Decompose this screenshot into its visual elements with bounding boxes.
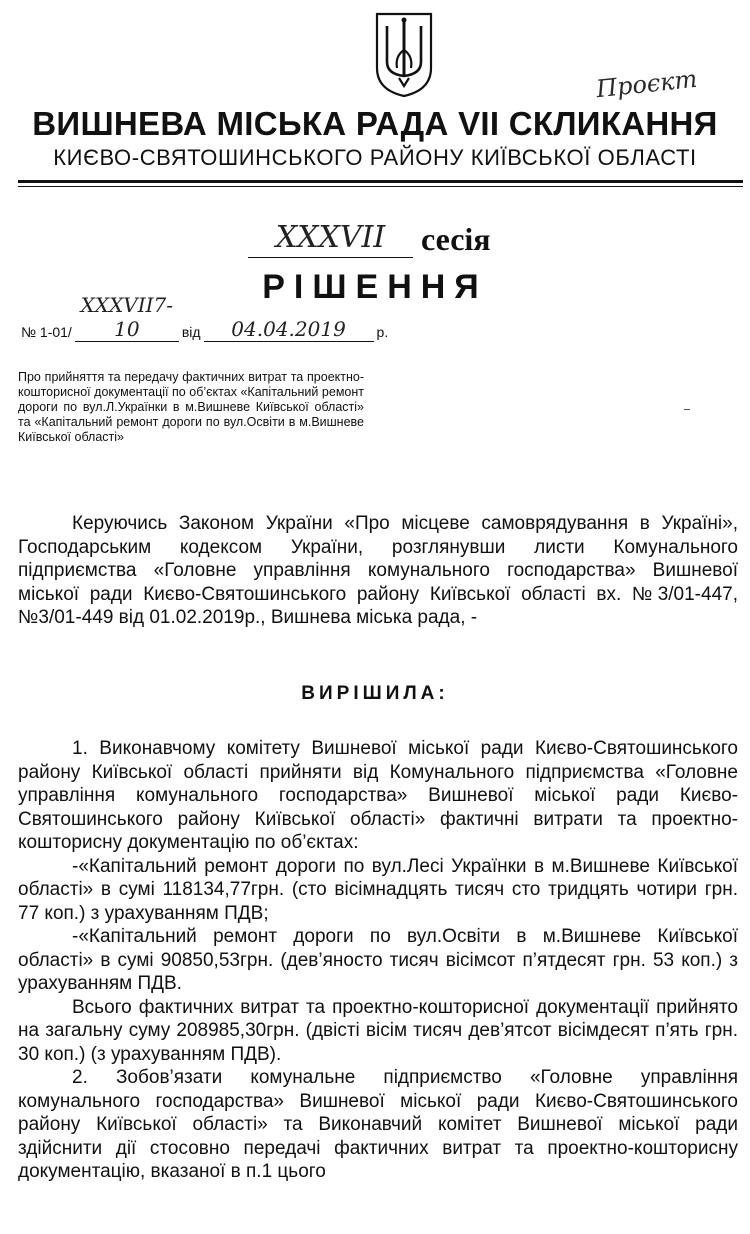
decision-subject: Про прийняття та передачу фактичних витрат та проектно-кошторисної документації по об’єктах «Капітальний ремонт дороги по вул.Л.Українки в м.Вишневе Київської області» та «Капітальний ремонт дороги по вул.Освіти в м.Вишневе Київської області» [18,370,364,444]
decision-date-prefix: від [181,324,201,340]
item-1-paragraph: 1. Виконавчому комітету Вишневої міської ради Києво-Святошинського району Київської області прийняти від Комунального підприємства «Головне управління комунального господарства» Вишневої міської ради Києво-Святошинського району Київської області» фактичні витрати та проектно-кошторисну документацію по об’єктах: [18,738,738,853]
council-title: ВИШНЕВА МІСЬКА РАДА VII СКЛИКАННЯ [32,105,718,142]
council-subtitle: КИЄВО-СВЯТОШИНСЬКОГО РАЙОНУ КИЇВСЬКОЇ ОБЛАСТІ [53,145,697,170]
margin-mark [684,409,690,410]
decision-number-line [18,293,391,342]
item-1-total: Всього фактичних витрат та проектно-кошторисної документації прийнято на загальну суму 208985,30грн. (двісті вісім тисяч дев’ятсот вісімдесят п’ять грн. 30 коп.) (з урахуванням ПДВ). [18,996,738,1065]
decision-title: РІШЕННЯ [262,268,488,306]
decision-date-value: 04.04.2019 [204,317,374,342]
item-1-object-b: -«Капітальний ремонт дороги по вул.Освіти в м.Вишневе Київської області» в сумі 90850,53грн. (дев’яносто тисяч вісімсот п’ятдесят грн. 53 коп.) з урахуванням ПДВ. [18,926,738,994]
header-divider-thin [18,186,743,187]
decision-number-prefix: № 1-01/ [21,324,72,340]
header-divider [18,180,743,183]
decision-items [18,737,738,1184]
session-line [248,218,491,258]
preamble-paragraph: Керуючись Законом України «Про місцеве самоврядування в Україні», Господарським кодексом України, розглянувши листи Комунального підприємства «Головне управління комунального господарства» Вишневої міської ради Києво-Святошинського району Київської області вх. №3/01-447, №3/01-449 від 01.02.2019р., Вишнева міська рада, - [18,513,738,628]
draft-handwritten-mark: Проєкт [594,64,699,104]
coat-of-arms-trident-icon [373,10,435,98]
session-number: XXXVII [248,219,413,258]
item-2-paragraph: 2. Зобов’язати комунальне підприємство «Головне управління комунального господарства» Вишневої міської ради Києво-Святошинського району Київської області» та Виконавчий комітет Вишневої міської ради здійснити дії стосовно передачі фактичних витрат та проектно-кошторисну документацію, вказаної в п.1 цього [18,1067,738,1182]
preamble-block [18,512,738,630]
decision-date-suffix: р. [376,324,389,340]
session-label: сесія [421,221,491,257]
decision-number-value: XXXVII7-10 [75,293,179,342]
resolved-heading: ВИРІШИЛА: [301,683,449,704]
item-1-object-a: -«Капітальний ремонт дороги по вул.Лесі Українки в м.Вишневе Київської області» в сумі 118134,77грн. (сто вісімнадцять тисяч сто тридцять чотири грн. 77 коп.) з урахуванням ПДВ; [18,855,738,924]
